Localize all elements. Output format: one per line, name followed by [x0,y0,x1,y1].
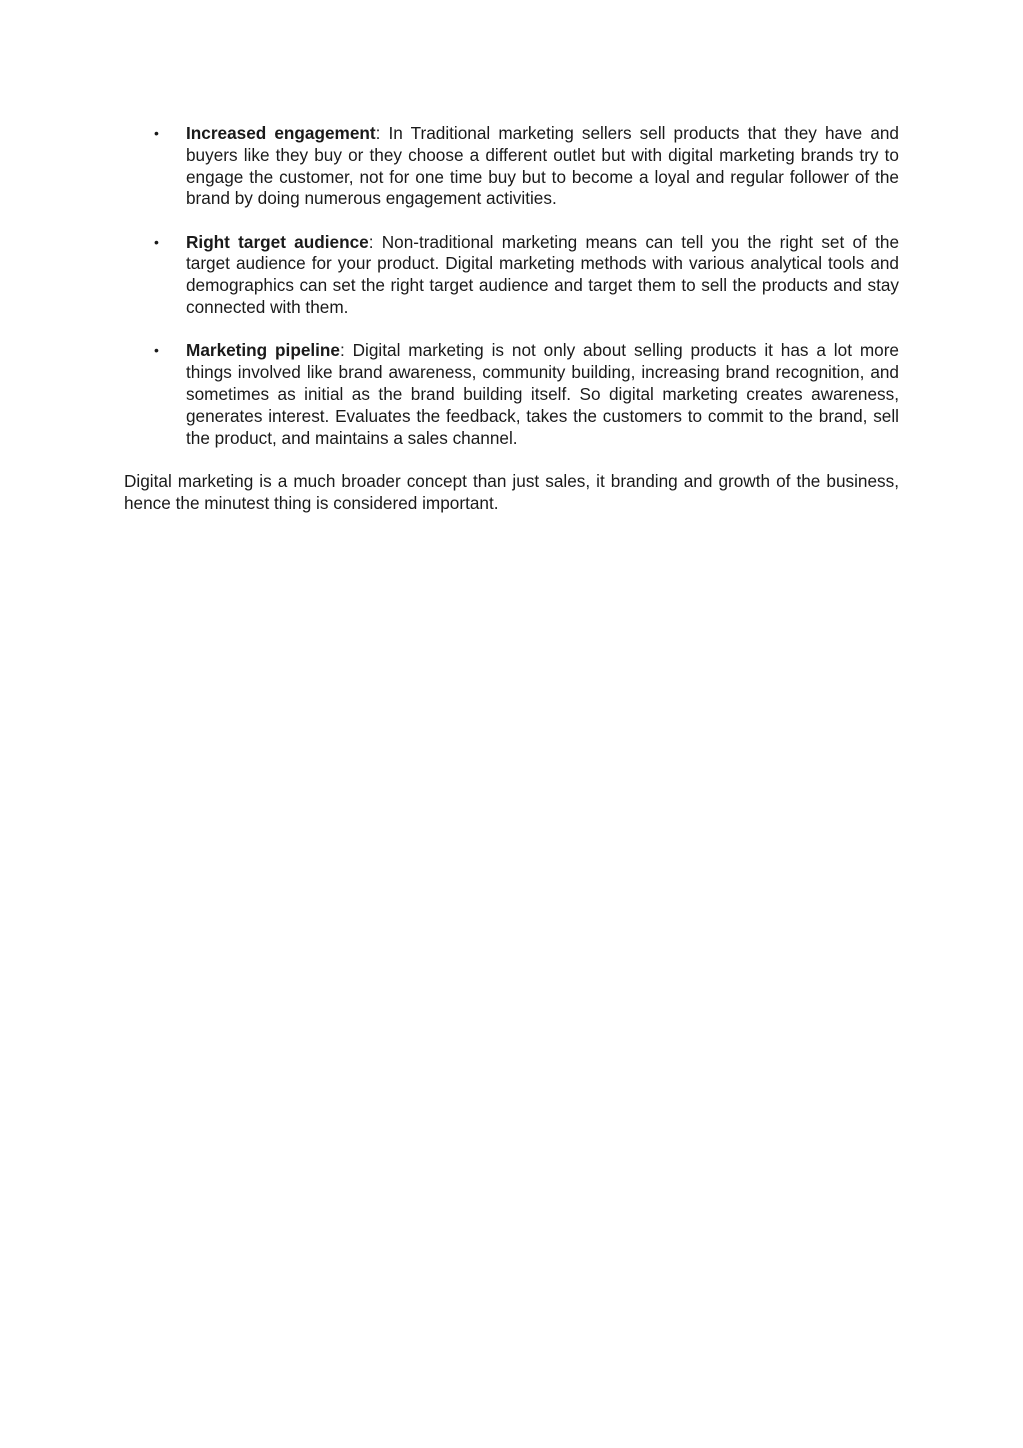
bullet-text: : In Traditional marketing sellers sell products that they have and buyers like they buy or they choose a different outlet but with digital marketing brands try to engage the customer, not for one time buy but to become a loyal and regular follower of the brand by doing numerous engagement activities. [186,123,899,209]
bullet-term: Increased engagement [186,123,376,143]
list-item-increased-engagement [124,123,899,210]
list-item-marketing-pipeline [124,340,899,449]
bullet-icon: • [154,125,159,141]
bullet-term: Right target audience [186,231,369,252]
list-item-right-target-audience [124,232,899,319]
bullet-icon: • [154,233,159,250]
page-content [124,123,899,514]
bullet-icon: • [154,342,159,359]
closing-paragraph: Digital marketing is a much broader concept than just sales, it branding and growth of the business, hence the minutest thing is considered important. [124,470,899,513]
bullet-text: : Digital marketing is not only about selling products it has a lot more things involved like brand awareness, community building, increasing brand recognition, and sometimes as initial as the brand building itself. So digital marketing creates awareness, generates interest. Evaluates the feedback, takes the customers to commit to the brand, sell the product, and maintains a sales channel. [186,340,899,448]
bullet-text: : Non-traditional marketing means can tell you the right set of the target audience for your product. Digital marketing methods with various analytical tools and demographics can set the right target audience and target them to sell the products and stay connected with them. [186,231,899,318]
bullet-list [124,123,899,449]
bullet-term: Marketing pipeline [186,340,340,361]
